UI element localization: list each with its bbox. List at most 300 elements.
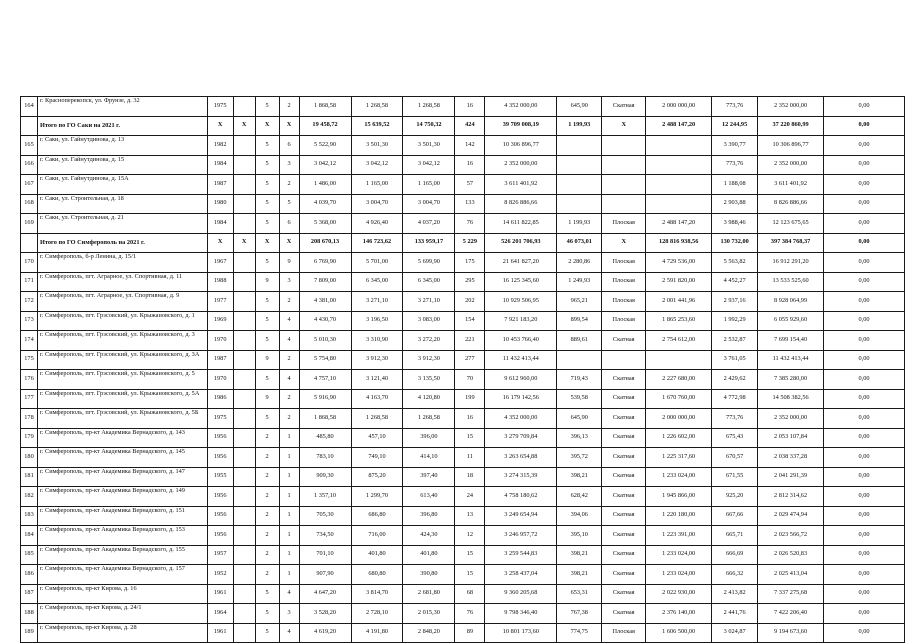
roof-cost-cell: 4 729 536,00 — [646, 253, 712, 273]
floors-cell: 2 — [255, 487, 279, 507]
total-cost-cell: 2 053 107,84 — [758, 428, 824, 448]
floors-cell: X — [255, 233, 279, 253]
address-cell: г. Симферополь, пр-кт Кирова, д. 24/1 — [37, 604, 207, 624]
residential-area-cell: 390,80 — [403, 565, 455, 585]
other-cost-cell: 773,76 — [712, 409, 758, 429]
residential-area-cell: 396,00 — [403, 428, 455, 448]
total-area-cell: 705,30 — [299, 506, 351, 526]
residential-area-cell: 3 083,00 — [403, 311, 455, 331]
residential-area-cell: 14 750,32 — [403, 116, 455, 136]
entrances-cell: 3 — [279, 604, 299, 624]
entrances-cell: 2 — [279, 409, 299, 429]
address-cell: г. Симферополь, пр-кт Академика Вернадского, д. 147 — [37, 467, 207, 487]
total-cost-cell: 37 220 860,99 — [758, 116, 824, 136]
row-number-cell: 165 — [21, 136, 38, 156]
year-built-cell: 1952 — [207, 565, 233, 585]
roof-cost-cell: 1 233 024,00 — [646, 467, 712, 487]
table-row — [21, 487, 905, 507]
column-4-cell — [233, 370, 255, 390]
column-4-cell — [233, 97, 255, 117]
year-built-cell: 1970 — [207, 370, 233, 390]
row-number-cell: 170 — [21, 253, 38, 273]
other-cost-cell: 666,69 — [712, 545, 758, 565]
remaining-cell: 0,00 — [824, 272, 905, 292]
roof-type-cell: Скатная — [602, 331, 646, 351]
residential-area-cell: 1 268,58 — [403, 409, 455, 429]
address-cell: г. Симферополь, пр-кт Кирова, д. 16 — [37, 584, 207, 604]
roof-cost-cell — [646, 175, 712, 195]
row-number-cell: 188 — [21, 604, 38, 624]
residents-cell: 11 — [455, 448, 485, 468]
row-number-cell — [21, 233, 38, 253]
address-cell: г. Симферополь, пгт. Грэсовский, ул. Крыжановского, д. 5 — [37, 370, 207, 390]
remaining-cell: 0,00 — [824, 136, 905, 156]
repair-cost-cell: 526 201 706,93 — [485, 233, 557, 253]
living-area-cell: 15 639,52 — [351, 116, 403, 136]
table-row — [21, 370, 905, 390]
residential-area-cell: 2 015,30 — [403, 604, 455, 624]
address-cell: г. Симферополь, пгт. Аграрное, ул. Спортивная, д. 9 — [37, 292, 207, 312]
table-row — [21, 526, 905, 546]
entrances-cell: 4 — [279, 311, 299, 331]
floors-cell: 5 — [255, 175, 279, 195]
column-4-cell — [233, 487, 255, 507]
row-number-cell: 173 — [21, 311, 38, 331]
table-row — [21, 506, 905, 526]
residents-cell: 202 — [455, 292, 485, 312]
floors-cell: 5 — [255, 623, 279, 643]
table-row — [21, 155, 905, 175]
cost-per-unit-cell: 719,43 — [557, 370, 602, 390]
repair-cost-cell: 3 258 437,04 — [485, 565, 557, 585]
total-area-cell: 5 368,00 — [299, 214, 351, 234]
floors-cell: 9 — [255, 272, 279, 292]
other-cost-cell: 2 413,82 — [712, 584, 758, 604]
other-cost-cell: 12 244,95 — [712, 116, 758, 136]
roof-type-cell: Скатная — [602, 370, 646, 390]
repair-cost-cell: 3 246 957,72 — [485, 526, 557, 546]
column-4-cell — [233, 584, 255, 604]
residents-cell: 57 — [455, 175, 485, 195]
other-cost-cell: 667,66 — [712, 506, 758, 526]
year-built-cell: 1988 — [207, 272, 233, 292]
repair-cost-cell: 2 352 000,00 — [485, 155, 557, 175]
cost-per-unit-cell: 965,21 — [557, 292, 602, 312]
residents-cell: 16 — [455, 409, 485, 429]
row-number-cell: 168 — [21, 194, 38, 214]
remaining-cell: 0,00 — [824, 584, 905, 604]
entrances-cell: 2 — [279, 175, 299, 195]
residential-area-cell: 4 037,20 — [403, 214, 455, 234]
column-4-cell — [233, 214, 255, 234]
residents-cell: 76 — [455, 604, 485, 624]
floors-cell: 2 — [255, 526, 279, 546]
residential-area-cell: 3 004,70 — [403, 194, 455, 214]
total-cost-cell: 2 812 314,62 — [758, 487, 824, 507]
address-cell: г. Саки, ул. Строительная, д. 18 — [37, 194, 207, 214]
floors-cell: 5 — [255, 136, 279, 156]
column-4-cell — [233, 292, 255, 312]
floors-cell: 2 — [255, 565, 279, 585]
living-area-cell: 3 042,12 — [351, 155, 403, 175]
other-cost-cell: 2 903,88 — [712, 194, 758, 214]
row-number-cell: 180 — [21, 448, 38, 468]
row-number-cell: 181 — [21, 467, 38, 487]
roof-type-cell: Плоская — [602, 272, 646, 292]
floors-cell: 2 — [255, 506, 279, 526]
repair-cost-cell: 11 432 413,44 — [485, 350, 557, 370]
repair-cost-cell: 14 611 822,85 — [485, 214, 557, 234]
residential-area-cell: 396,80 — [403, 506, 455, 526]
table-row — [21, 350, 905, 370]
address-cell: г. Саки, ул. Строительная, д. 21 — [37, 214, 207, 234]
entrances-cell: 9 — [279, 253, 299, 273]
roof-cost-cell: 1 226 602,00 — [646, 428, 712, 448]
total-area-cell: 5 916,90 — [299, 389, 351, 409]
entrances-cell: 4 — [279, 370, 299, 390]
other-cost-cell: 3 988,46 — [712, 214, 758, 234]
address-cell: г. Саки, ул. Гайнутдинова, д. 15 — [37, 155, 207, 175]
living-area-cell: 3 912,30 — [351, 350, 403, 370]
entrances-cell: 6 — [279, 214, 299, 234]
living-area-cell: 875,20 — [351, 467, 403, 487]
remaining-cell: 0,00 — [824, 604, 905, 624]
roof-cost-cell — [646, 194, 712, 214]
living-area-cell: 1 268,58 — [351, 97, 403, 117]
other-cost-cell: 665,71 — [712, 526, 758, 546]
cost-per-unit-cell: 645,90 — [557, 97, 602, 117]
total-area-cell: 5 010,30 — [299, 331, 351, 351]
roof-type-cell: X — [602, 116, 646, 136]
row-number-cell: 174 — [21, 331, 38, 351]
total-area-cell: 208 670,13 — [299, 233, 351, 253]
remaining-cell: 0,00 — [824, 175, 905, 195]
year-built-cell: 1975 — [207, 97, 233, 117]
roof-type-cell — [602, 155, 646, 175]
year-built-cell: 1961 — [207, 623, 233, 643]
cost-per-unit-cell: 395,72 — [557, 448, 602, 468]
year-built-cell: 1970 — [207, 331, 233, 351]
remaining-cell: 0,00 — [824, 448, 905, 468]
living-area-cell: 1 165,00 — [351, 175, 403, 195]
table-row — [21, 175, 905, 195]
address-cell: г. Симферополь, пр-кт Академика Вернадского, д. 145 — [37, 448, 207, 468]
column-4-cell — [233, 155, 255, 175]
cost-per-unit-cell: 398,21 — [557, 545, 602, 565]
entrances-cell: 1 — [279, 545, 299, 565]
entrances-cell: 1 — [279, 448, 299, 468]
year-built-cell: 1956 — [207, 526, 233, 546]
residents-cell: 221 — [455, 331, 485, 351]
year-built-cell: X — [207, 116, 233, 136]
remaining-cell: 0,00 — [824, 292, 905, 312]
column-4-cell — [233, 506, 255, 526]
total-cost-cell: 2 352 000,00 — [758, 97, 824, 117]
floors-cell: 5 — [255, 311, 279, 331]
cost-per-unit-cell: 889,61 — [557, 331, 602, 351]
roof-cost-cell: 2 227 680,00 — [646, 370, 712, 390]
row-number-cell: 186 — [21, 565, 38, 585]
floors-cell: 5 — [255, 253, 279, 273]
floors-cell: 5 — [255, 584, 279, 604]
roof-cost-cell — [646, 350, 712, 370]
cost-per-unit-cell: 1 199,93 — [557, 214, 602, 234]
table-row — [21, 311, 905, 331]
roof-type-cell: Скатная — [602, 409, 646, 429]
living-area-cell: 3 121,40 — [351, 370, 403, 390]
roof-type-cell: Скатная — [602, 487, 646, 507]
cost-per-unit-cell: 398,21 — [557, 467, 602, 487]
residential-area-cell: 3 912,30 — [403, 350, 455, 370]
living-area-cell: 2 728,10 — [351, 604, 403, 624]
table-body — [21, 97, 905, 643]
column-4-cell — [233, 448, 255, 468]
floors-cell: X — [255, 116, 279, 136]
cost-per-unit-cell: 899,54 — [557, 311, 602, 331]
roof-type-cell — [602, 194, 646, 214]
total-area-cell: 909,30 — [299, 467, 351, 487]
total-area-cell: 1 868,58 — [299, 97, 351, 117]
residential-area-cell: 424,30 — [403, 526, 455, 546]
cost-per-unit-cell: 395,10 — [557, 526, 602, 546]
table-row — [21, 565, 905, 585]
remaining-cell: 0,00 — [824, 389, 905, 409]
address-cell: Итого по ГО Саки на 2021 г. — [37, 116, 207, 136]
year-built-cell: 1956 — [207, 506, 233, 526]
living-area-cell: 401,80 — [351, 545, 403, 565]
residents-cell: 16 — [455, 97, 485, 117]
repair-cost-cell: 3 263 654,88 — [485, 448, 557, 468]
total-area-cell: 19 458,72 — [299, 116, 351, 136]
floors-cell: 5 — [255, 194, 279, 214]
entrances-cell: 2 — [279, 97, 299, 117]
roof-type-cell: Скатная — [602, 428, 646, 448]
remaining-cell: 0,00 — [824, 370, 905, 390]
total-area-cell: 5 754,80 — [299, 350, 351, 370]
residential-area-cell: 1 165,00 — [403, 175, 455, 195]
total-cost-cell: 397 384 768,37 — [758, 233, 824, 253]
other-cost-cell: 2 429,62 — [712, 370, 758, 390]
total-cost-cell: 2 025 413,04 — [758, 565, 824, 585]
repair-cost-cell: 39 709 008,19 — [485, 116, 557, 136]
roof-cost-cell — [646, 155, 712, 175]
address-cell: г. Симферополь, пгт. Грэсовский, ул. Крыжановского, д. 3 — [37, 331, 207, 351]
entrances-cell: 2 — [279, 292, 299, 312]
living-area-cell: 3 271,10 — [351, 292, 403, 312]
remaining-cell: 0,00 — [824, 545, 905, 565]
total-area-cell: 3 528,20 — [299, 604, 351, 624]
residents-cell: 89 — [455, 623, 485, 643]
entrances-cell: 1 — [279, 526, 299, 546]
living-area-cell: 3 196,50 — [351, 311, 403, 331]
column-4-cell — [233, 409, 255, 429]
entrances-cell: X — [279, 116, 299, 136]
table-row — [21, 448, 905, 468]
table-row — [21, 292, 905, 312]
total-cost-cell: 12 123 675,65 — [758, 214, 824, 234]
table-row — [21, 584, 905, 604]
residents-cell: 277 — [455, 350, 485, 370]
total-area-cell: 4 039,70 — [299, 194, 351, 214]
total-cost-cell: 13 533 525,60 — [758, 272, 824, 292]
other-cost-cell: 3 024,87 — [712, 623, 758, 643]
roof-cost-cell: 1 223 391,00 — [646, 526, 712, 546]
roof-cost-cell: 2 754 612,00 — [646, 331, 712, 351]
total-area-cell: 1 868,58 — [299, 409, 351, 429]
living-area-cell: 5 701,00 — [351, 253, 403, 273]
floors-cell: 5 — [255, 214, 279, 234]
repair-cost-cell: 9 798 346,40 — [485, 604, 557, 624]
table-row — [21, 253, 905, 273]
column-4-cell — [233, 253, 255, 273]
other-cost-cell: 2 937,16 — [712, 292, 758, 312]
total-area-cell: 4 647,20 — [299, 584, 351, 604]
other-cost-cell: 1 992,29 — [712, 311, 758, 331]
repair-cost-cell: 10 306 896,77 — [485, 136, 557, 156]
cost-per-unit-cell: 46 073,01 — [557, 233, 602, 253]
residential-area-cell: 1 268,58 — [403, 97, 455, 117]
residential-area-cell: 3 135,50 — [403, 370, 455, 390]
total-cost-cell: 9 194 673,60 — [758, 623, 824, 643]
total-cost-cell: 7 385 280,00 — [758, 370, 824, 390]
row-number-cell: 175 — [21, 350, 38, 370]
address-cell: г. Красноперекопск, ул. Фрунзе, д. 32 — [37, 97, 207, 117]
column-4-cell — [233, 175, 255, 195]
repair-cost-cell: 10 453 766,40 — [485, 331, 557, 351]
residents-cell: 295 — [455, 272, 485, 292]
residential-area-cell: 3 501,30 — [403, 136, 455, 156]
living-area-cell: 680,80 — [351, 565, 403, 585]
other-cost-cell: 4 452,27 — [712, 272, 758, 292]
address-cell: г. Симферополь, пр-кт Академика Вернадского, д. 157 — [37, 565, 207, 585]
other-cost-cell: 130 732,00 — [712, 233, 758, 253]
year-built-cell: 1987 — [207, 350, 233, 370]
total-area-cell: 4 381,00 — [299, 292, 351, 312]
row-number-cell: 189 — [21, 623, 38, 643]
table-row — [21, 467, 905, 487]
entrances-cell: 4 — [279, 331, 299, 351]
remaining-cell: 0,00 — [824, 350, 905, 370]
total-cost-cell: 7 699 154,40 — [758, 331, 824, 351]
residential-area-cell: 6 345,00 — [403, 272, 455, 292]
cost-per-unit-cell — [557, 175, 602, 195]
cost-per-unit-cell: 628,42 — [557, 487, 602, 507]
year-built-cell: 1975 — [207, 409, 233, 429]
total-cost-cell: 3 611 401,92 — [758, 175, 824, 195]
roof-type-cell: Скатная — [602, 97, 646, 117]
roof-cost-cell: 2 000 000,00 — [646, 409, 712, 429]
living-area-cell: 686,80 — [351, 506, 403, 526]
total-cost-cell: 7 422 206,40 — [758, 604, 824, 624]
year-built-cell: 1967 — [207, 253, 233, 273]
roof-type-cell: Скатная — [602, 389, 646, 409]
remaining-cell: 0,00 — [824, 253, 905, 273]
row-number-cell: 182 — [21, 487, 38, 507]
total-area-cell: 485,80 — [299, 428, 351, 448]
living-area-cell: 3 004,70 — [351, 194, 403, 214]
total-cost-cell: 2 352 000,00 — [758, 155, 824, 175]
floors-cell: 2 — [255, 467, 279, 487]
address-cell: Итого по ГО Симферополь на 2021 г. — [37, 233, 207, 253]
roof-cost-cell: 1 865 253,60 — [646, 311, 712, 331]
table-row — [21, 194, 905, 214]
remaining-cell: 0,00 — [824, 526, 905, 546]
address-cell: г. Симферополь, пр-кт Академика Вернадского, д. 151 — [37, 506, 207, 526]
roof-type-cell: Скатная — [602, 565, 646, 585]
floors-cell: 5 — [255, 604, 279, 624]
address-cell: г. Симферополь, пгт. Грэсовский, ул. Крыжановского, д. 5А — [37, 389, 207, 409]
year-built-cell: 1956 — [207, 448, 233, 468]
total-area-cell: 783,10 — [299, 448, 351, 468]
repair-cost-cell: 3 259 544,83 — [485, 545, 557, 565]
living-area-cell: 4 191,80 — [351, 623, 403, 643]
total-area-cell: 701,10 — [299, 545, 351, 565]
other-cost-cell: 2 441,76 — [712, 604, 758, 624]
repair-cost-cell: 7 921 183,20 — [485, 311, 557, 331]
residential-area-cell: 4 120,80 — [403, 389, 455, 409]
roof-type-cell: X — [602, 233, 646, 253]
residential-area-cell: 414,10 — [403, 448, 455, 468]
year-built-cell: X — [207, 233, 233, 253]
address-cell: г. Симферополь, пр-кт Академика Вернадского, д. 153 — [37, 526, 207, 546]
address-cell: г. Симферополь, пр-кт Академика Вернадского, д. 143 — [37, 428, 207, 448]
column-4-cell — [233, 526, 255, 546]
residents-cell: 68 — [455, 584, 485, 604]
row-number-cell — [21, 116, 38, 136]
roof-type-cell — [602, 136, 646, 156]
living-area-cell: 1 268,58 — [351, 409, 403, 429]
total-cost-cell: 16 912 291,20 — [758, 253, 824, 273]
other-cost-cell: 5 563,82 — [712, 253, 758, 273]
entrances-cell: 4 — [279, 584, 299, 604]
total-area-cell: 4 619,20 — [299, 623, 351, 643]
living-area-cell: 716,00 — [351, 526, 403, 546]
other-cost-cell: 1 188,08 — [712, 175, 758, 195]
floors-cell: 2 — [255, 428, 279, 448]
table-row — [21, 409, 905, 429]
other-cost-cell: 670,57 — [712, 448, 758, 468]
table-row — [21, 604, 905, 624]
roof-cost-cell: 128 816 938,56 — [646, 233, 712, 253]
entrances-cell: 1 — [279, 487, 299, 507]
entrances-cell: X — [279, 233, 299, 253]
total-area-cell: 4 757,10 — [299, 370, 351, 390]
repair-cost-cell: 9 360 205,68 — [485, 584, 557, 604]
row-number-cell: 179 — [21, 428, 38, 448]
cost-per-unit-cell: 1 249,93 — [557, 272, 602, 292]
other-cost-cell: 3 390,77 — [712, 136, 758, 156]
row-number-cell: 187 — [21, 584, 38, 604]
row-number-cell: 166 — [21, 155, 38, 175]
cost-per-unit-cell: 1 199,93 — [557, 116, 602, 136]
roof-type-cell: Скатная — [602, 467, 646, 487]
floors-cell: 5 — [255, 331, 279, 351]
row-number-cell: 184 — [21, 526, 38, 546]
repair-cost-cell: 3 274 315,39 — [485, 467, 557, 487]
cost-per-unit-cell: 396,13 — [557, 428, 602, 448]
total-area-cell: 1 357,10 — [299, 487, 351, 507]
total-area-cell: 5 522,90 — [299, 136, 351, 156]
row-number-cell: 167 — [21, 175, 38, 195]
total-area-cell: 4 430,70 — [299, 311, 351, 331]
residents-cell: 175 — [455, 253, 485, 273]
column-4-cell — [233, 331, 255, 351]
cost-per-unit-cell: 539,58 — [557, 389, 602, 409]
roof-cost-cell: 2 591 820,00 — [646, 272, 712, 292]
repair-cost-cell: 3 279 709,84 — [485, 428, 557, 448]
roof-cost-cell: 1 606 500,00 — [646, 623, 712, 643]
total-cost-cell: 14 508 382,56 — [758, 389, 824, 409]
